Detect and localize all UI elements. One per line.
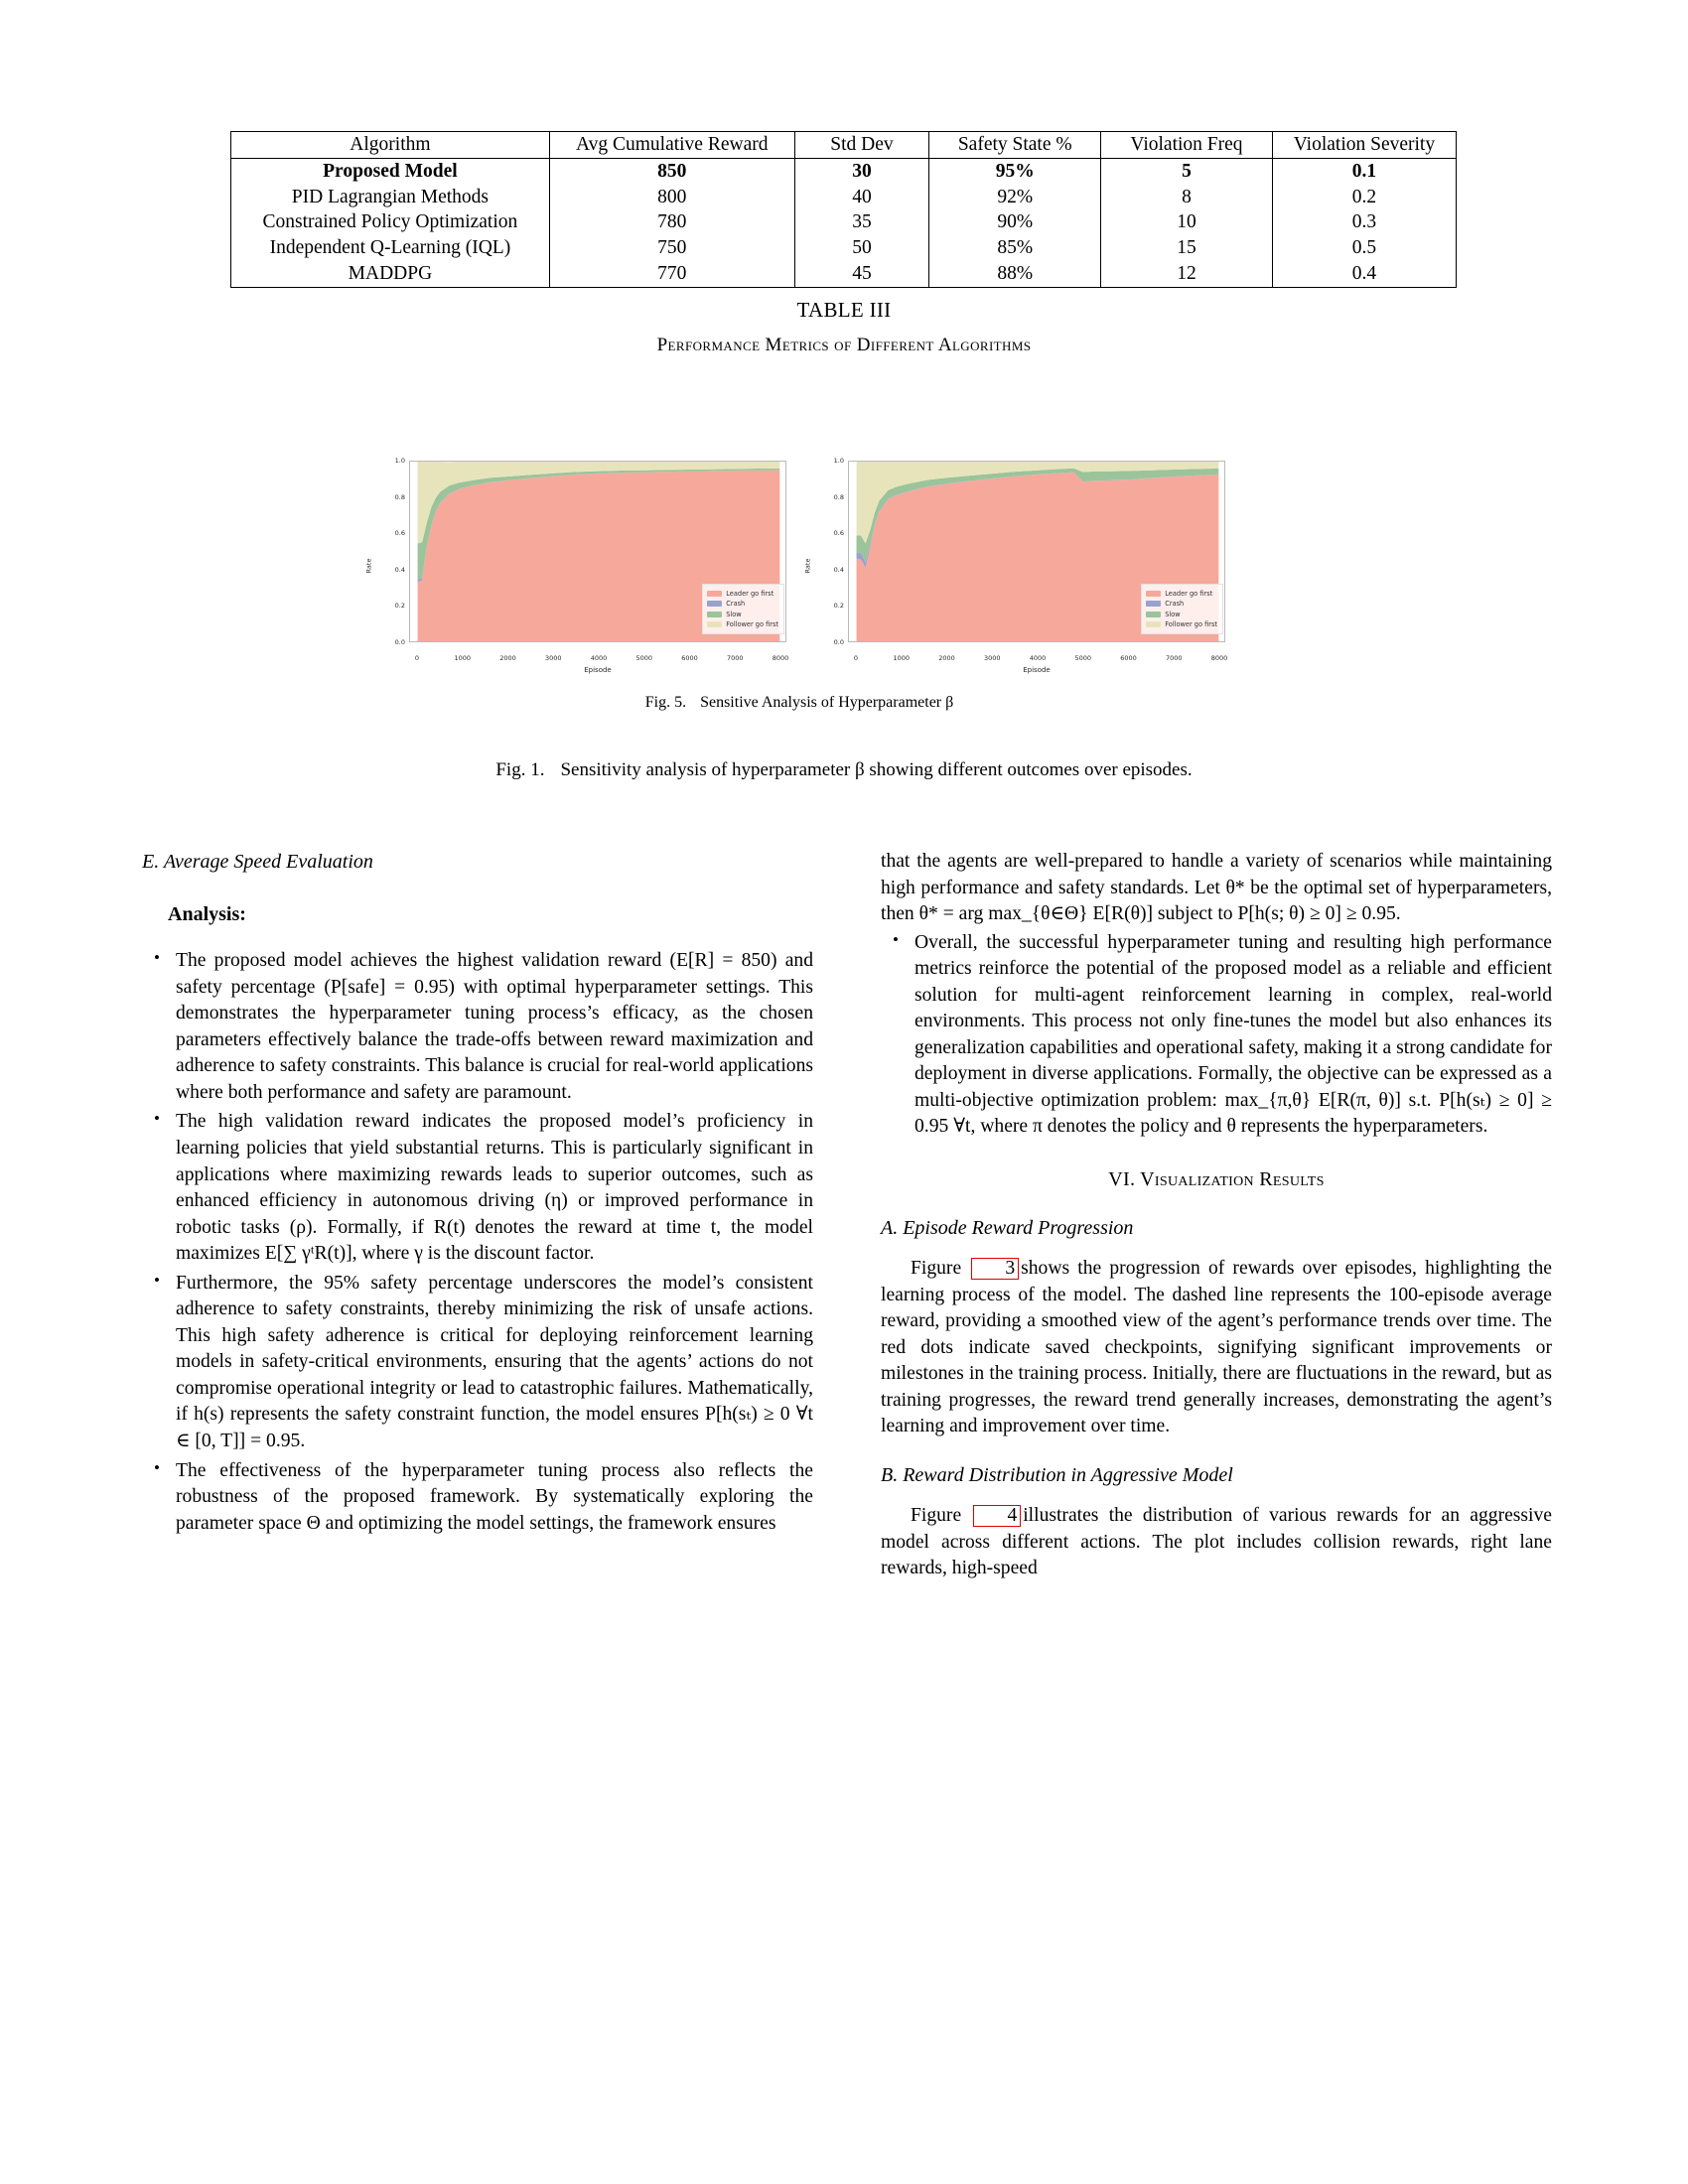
table-cell-safety-state-pct: 88% xyxy=(929,261,1101,287)
x-tick-label: 5000 xyxy=(1074,654,1092,662)
y-tick-label: 1.0 xyxy=(394,457,405,465)
table-cell-violation-severity: 0.2 xyxy=(1272,185,1456,210)
table-cell-safety-state-pct: 92% xyxy=(929,185,1101,210)
legend-entry xyxy=(1146,589,1217,599)
subsection-heading-reward-distribution: B. Reward Distribution in Aggressive Model xyxy=(881,1464,1233,1487)
left-column xyxy=(142,849,813,1584)
x-tick-label: 5000 xyxy=(635,654,653,662)
table-cell-violation-severity: 0.5 xyxy=(1272,235,1456,261)
legend-label: Crash xyxy=(726,600,746,609)
y-tick-label: 0.0 xyxy=(394,638,405,646)
y-tick-label: 0.8 xyxy=(833,492,844,501)
figure-inner-caption-text: Sensitive Analysis of Hyperparameter β xyxy=(700,694,954,711)
y-tick-label: 0.2 xyxy=(394,602,405,611)
table-cell-violation-freq: 10 xyxy=(1101,209,1273,235)
table-cell-std-dev: 40 xyxy=(794,185,929,210)
x-axis-label-left: Episode xyxy=(584,666,612,674)
x-tick-label: 2000 xyxy=(938,654,955,662)
x-tick-label: 0 xyxy=(853,654,859,662)
table-cell-std-dev: 35 xyxy=(794,209,929,235)
list-item: • Furthermore, the 95% safety percentage underscores the model’s consistent adherence to safety constraints, thereby minimizing the risk of unsafe actions. This high safety adherence is critical for deploying reinforcement learning models in safety-critical environments, ensuring that the agents’ actions do not compromise operational integrity or lead to catastrophic failures. Mathematically, if h(s) represents the safety constraint function, the model ensures P[h(sₜ) ≥ 0 ∀t ∈ [0, T]] = 0.95. xyxy=(142,1271,813,1455)
table-caption xyxy=(0,298,1688,356)
table-cell-std-dev: 45 xyxy=(794,261,929,287)
legend-swatch-icon xyxy=(707,591,722,597)
legend-swatch-icon xyxy=(707,612,722,617)
legend-entry xyxy=(707,619,778,629)
table-caption-title: Performance Metrics of Different Algorithms xyxy=(656,335,1032,355)
table-cell-violation-severity: 0.1 xyxy=(1272,158,1456,184)
x-tick-label: 3000 xyxy=(544,654,562,662)
stacked-area-plot-left xyxy=(364,452,792,680)
column-header-avg-cumulative-reward: Avg Cumulative Reward xyxy=(549,132,794,159)
section-heading-average-speed-evaluation: E. Average Speed Evaluation xyxy=(142,851,373,873)
right-bullet-list xyxy=(881,930,1552,1141)
figure-inner-caption-number: Fig. 5. xyxy=(644,694,687,711)
x-tick-label: 6000 xyxy=(681,654,698,662)
x-tick-label: 1000 xyxy=(893,654,911,662)
table-cell-avg-cumulative-reward: 780 xyxy=(549,209,794,235)
x-tick-label: 7000 xyxy=(1165,654,1183,662)
figure-outer-caption xyxy=(0,759,1688,781)
y-tick-label: 0.0 xyxy=(833,638,844,646)
legend-swatch-icon xyxy=(1146,591,1161,597)
table-body xyxy=(231,158,1457,287)
legend-label: Slow xyxy=(1165,610,1181,618)
y-axis-label-left: Rate xyxy=(364,558,373,574)
list-item: • The high validation reward indicates the proposed model’s proficiency in learning policies that yield substantial returns. This is particularly significant in applications where maximizing rewards leads to superior outcomes, such as enhanced efficiency in autonomous driving (η) or improved performance in robotic tasks (ρ). Formally, if R(t) denotes the reward at time t, the model maximizes E[∑ γᵗR(t)], where γ is the discount factor. xyxy=(142,1109,813,1267)
y-tick-label: 0.2 xyxy=(833,602,844,611)
legend-label: Follower go first xyxy=(726,619,778,628)
y-tick-label: 0.4 xyxy=(394,565,405,574)
list-item: • Overall, the successful hyperparameter tuning and resulting high performance metrics reinforce the potential of the proposed model as a reliable and efficient solution for multi-agent reinforcement learning in complex, real-world environments. This process not only fine-tunes the model but also enhances its generalization capabilities and operational safety, making it a strong candidate for deployment in diverse applications. Formally, the objective can be expressed as a multi-objective optimization problem: max_{π,θ} E[R(π, θ)] s.t. P[h(sₜ) ≥ 0] ≥ 0.95 ∀t, where π denotes the policy and θ represents the hyperparameters. xyxy=(881,930,1552,1141)
legend-entry xyxy=(707,610,778,619)
legend-swatch-icon xyxy=(707,621,722,627)
paragraph-reward-distribution xyxy=(881,1503,1552,1582)
table-cell-violation-freq: 5 xyxy=(1101,158,1273,184)
table-caption-number: TABLE III xyxy=(796,298,892,322)
table-cell-algorithm: PID Lagrangian Methods xyxy=(231,185,550,210)
analysis-label: Analysis: xyxy=(168,903,246,926)
column-header-safety-state-pct: Safety State % xyxy=(929,132,1101,159)
y-tick-label: 0.4 xyxy=(833,565,844,574)
table-cell-algorithm: MADDPG xyxy=(231,261,550,287)
legend-swatch-icon xyxy=(1146,601,1161,607)
y-axis-label-right: Rate xyxy=(803,558,812,574)
table-cell-algorithm: Independent Q-Learning (IQL) xyxy=(231,235,550,261)
plot-legend-right xyxy=(1141,584,1223,634)
stacked-area-plot-right xyxy=(803,452,1231,680)
section-heading-visualization-results: VI. Visualization Results xyxy=(1108,1168,1325,1191)
x-tick-label: 2000 xyxy=(499,654,516,662)
table-header-row xyxy=(231,132,1457,159)
column-header-violation-freq: Violation Freq xyxy=(1101,132,1273,159)
column-header-violation-severity: Violation Severity xyxy=(1272,132,1456,159)
table-cell-avg-cumulative-reward: 850 xyxy=(549,158,794,184)
x-tick-label: 4000 xyxy=(590,654,608,662)
table-cell-violation-freq: 8 xyxy=(1101,185,1273,210)
list-item: • The proposed model achieves the highest validation reward (E[R] = 850) and safety percentage (P[safe] = 0.95) with optimal hyperparameter settings. This demonstrates the hyperparameter tuning process’s efficacy, as the chosen parameters effectively balance the trade-offs between reward maximization and adherence to safety constraints. This balance is crucial for real-world applications where both performance and safety are paramount. xyxy=(142,948,813,1106)
legend-label: Leader go first xyxy=(726,590,774,599)
continuation-paragraph: that the agents are well-prepared to handle a variety of scenarios while maintaining high performance and safety standards. Let θ* be the optimal set of hyperparameters, then θ* = arg max_{θ∈Θ} E[R(θ)] subject to P[h(s; θ) ≥ 0] ≥ 0.95. xyxy=(881,851,1552,925)
table-cell-violation-freq: 15 xyxy=(1101,235,1273,261)
column-header-algorithm: Algorithm xyxy=(231,132,550,159)
legend-entry xyxy=(1146,610,1217,619)
column-header-std-dev: Std Dev xyxy=(794,132,929,159)
table-cell-safety-state-pct: 90% xyxy=(929,209,1101,235)
right-column xyxy=(881,849,1552,1584)
table-header xyxy=(231,132,1457,159)
x-tick-label: 8000 xyxy=(1210,654,1228,662)
table-row xyxy=(231,185,1457,210)
table-cell-violation-severity: 0.3 xyxy=(1272,209,1456,235)
legend-entry xyxy=(707,599,778,609)
x-tick-label: 6000 xyxy=(1120,654,1137,662)
legend-entry xyxy=(707,589,778,599)
x-tick-label: 3000 xyxy=(983,654,1001,662)
legend-swatch-icon xyxy=(1146,621,1161,627)
table-cell-violation-freq: 12 xyxy=(1101,261,1273,287)
table-cell-std-dev: 50 xyxy=(794,235,929,261)
legend-label: Crash xyxy=(1165,600,1185,609)
body-columns xyxy=(142,849,1552,1584)
legend-entry xyxy=(1146,619,1217,629)
table-cell-avg-cumulative-reward: 750 xyxy=(549,235,794,261)
table-row xyxy=(231,158,1457,184)
table-cell-avg-cumulative-reward: 800 xyxy=(549,185,794,210)
x-tick-label: 1000 xyxy=(454,654,472,662)
legend-swatch-icon xyxy=(1146,612,1161,617)
legend-entry xyxy=(1146,599,1217,609)
x-tick-label: 7000 xyxy=(726,654,744,662)
x-tick-label: 0 xyxy=(414,654,420,662)
figure-ref-prefix-b: Figure xyxy=(911,1505,962,1527)
figure-outer-caption-text: Sensitivity analysis of hyperparameter β showing different outcomes over episodes. xyxy=(560,759,1193,780)
table-cell-safety-state-pct: 95% xyxy=(929,158,1101,184)
table-cell-algorithm: Proposed Model xyxy=(231,158,550,184)
table-cell-std-dev: 30 xyxy=(794,158,929,184)
table-cell-avg-cumulative-reward: 770 xyxy=(549,261,794,287)
legend-label: Leader go first xyxy=(1165,590,1213,599)
figure-block xyxy=(364,452,1231,712)
table-cell-algorithm: Constrained Policy Optimization xyxy=(231,209,550,235)
y-tick-label: 0.6 xyxy=(833,529,844,538)
table-cell-safety-state-pct: 85% xyxy=(929,235,1101,261)
performance-metrics-table xyxy=(230,131,1457,288)
figure-outer-caption-number: Fig. 1. xyxy=(495,759,545,780)
figure-reference-link-3[interactable]: 3 xyxy=(971,1258,1019,1280)
y-tick-label: 1.0 xyxy=(833,457,844,465)
table-row xyxy=(231,261,1457,287)
paragraph-b-body: illustrates the distribution of various rewards for an aggressive model across different actions. The plot includes collision rewards, right lane rewards, high-speed xyxy=(881,1505,1552,1579)
left-bullet-list xyxy=(142,948,813,1537)
y-tick-label: 0.8 xyxy=(394,492,405,501)
plot-legend-left xyxy=(702,584,784,634)
x-tick-label: 8000 xyxy=(772,654,789,662)
figure-inner-caption xyxy=(367,694,1231,712)
x-tick-label: 4000 xyxy=(1029,654,1047,662)
table-row xyxy=(231,235,1457,261)
table-cell-violation-severity: 0.4 xyxy=(1272,261,1456,287)
legend-swatch-icon xyxy=(707,601,722,607)
legend-label: Follower go first xyxy=(1165,619,1217,628)
figure-reference-link-4[interactable]: 4 xyxy=(973,1505,1021,1527)
figure-ref-prefix-a: Figure xyxy=(911,1258,962,1280)
list-item: • The effectiveness of the hyperparameter tuning process also reflects the robustness of the proposed framework. By systematically exploring the parameter space Θ and optimizing the model settings, the framework ensures xyxy=(142,1458,813,1538)
x-axis-label-right: Episode xyxy=(1023,666,1051,674)
legend-label: Slow xyxy=(726,610,742,618)
paragraph-a-body: shows the progression of rewards over episodes, highlighting the learning process of the model. The dashed line represents the 100-episode average reward, providing a smoothed view of the agent’s performance trends over time. The red dots indicate saved checkpoints, signifying significant improvements or milestones in the training process. Initially, there are fluctuations in the reward, but as training progresses, the reward trend generally increases, demonstrating the agent’s learning and improvement over time. xyxy=(881,1258,1553,1437)
performance-metrics-table-container xyxy=(230,131,1457,288)
paragraph-episode-reward-progression xyxy=(881,1256,1552,1440)
subsection-heading-episode-reward-progression: A. Episode Reward Progression xyxy=(881,1217,1134,1240)
plots-row xyxy=(364,452,1231,680)
y-tick-label: 0.6 xyxy=(394,529,405,538)
table-row xyxy=(231,209,1457,235)
